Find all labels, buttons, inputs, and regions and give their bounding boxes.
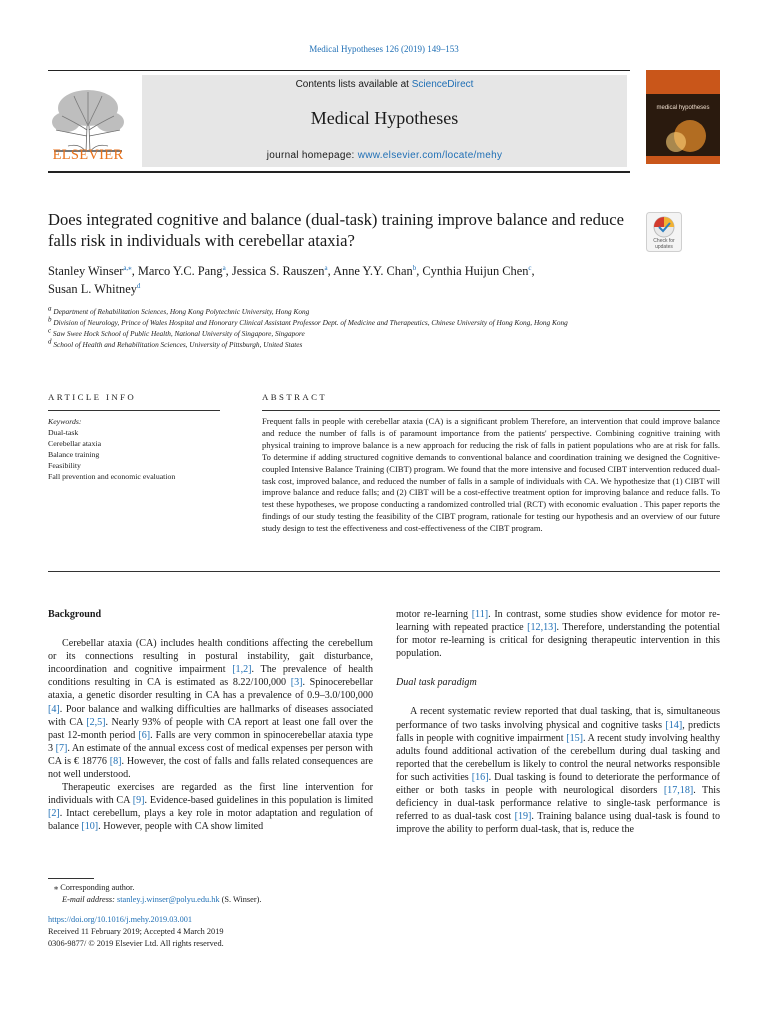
dual-task-heading: Dual task paradigm [396, 677, 477, 689]
keyword-item: Dual-task [48, 427, 79, 437]
citation-ref-link[interactable]: [11] [471, 609, 489, 620]
citation-ref-link[interactable]: [12,13] [527, 622, 557, 634]
body-text: . However, the cost of falls and falls related consequences are not well understood. [48, 755, 373, 781]
affiliation-text: School of Health and Rehabilitation Sciences, University of Pittsburgh, United States [51, 340, 303, 349]
citation-ref-link[interactable]: [16] [471, 771, 489, 783]
doi-link[interactable]: https://doi.org/10.1016/j.mehy.2019.03.001 [48, 915, 193, 924]
author-name: Cynthia Huijun Chen [422, 264, 529, 278]
affiliation-mark: a [48, 304, 52, 313]
body-text: . Falls are very common in spinocerebellar ataxia type 3 [48, 729, 373, 754]
footnote-rule [48, 878, 94, 879]
body-text: . Intact cerebellum, plays a key role in motor adaptation and regulation of balance [48, 808, 373, 833]
affiliation-mark: b [48, 315, 52, 324]
body-text: . Evidence-based guidelines in this population is limited [144, 795, 373, 807]
crossmark-line1: Check for [653, 238, 675, 244]
body-text: Therapeutic exercises are regarded as the first line intervention for individuals with CA [48, 782, 373, 807]
citation-ref-link[interactable]: [3] [290, 677, 303, 689]
author-affiliation-mark[interactable]: a,⁎ [123, 263, 132, 272]
article-info-rule [48, 410, 220, 411]
abstract-rule [262, 410, 720, 411]
body-text: . An estimate of the annual excess cost of medical expenses per person with CA is € 18776 [48, 742, 373, 767]
keywords-list [48, 428, 228, 483]
received-accepted-dates: Received 11 February 2019; Accepted 4 March 2019 [48, 927, 224, 936]
body-text: motor re-learning [396, 609, 472, 620]
crossmark-line2: updates [655, 244, 673, 250]
email-link[interactable]: stanley.j.winser@polyu.edu.hk [117, 895, 220, 904]
body-text: A recent systematic review reported that dual tasking, that is, simultaneous performance of two tasks involving physical and cognitive tasks [396, 706, 720, 731]
journal-citation[interactable]: Medical Hypotheses 126 (2019) 149–153 [309, 44, 459, 54]
author-affiliation-mark[interactable]: c [528, 263, 532, 272]
abstract-heading: ABSTRACT [262, 392, 328, 402]
affiliation-item [48, 328, 648, 339]
body-text: . Nearly 93% of people with CA report at least one fall over the past 12-month period [48, 716, 373, 741]
journal-name: Medical Hypotheses [310, 108, 459, 128]
author-affiliation-mark[interactable]: a [324, 263, 328, 272]
email-note [48, 894, 448, 906]
author-name: Stanley Winser [48, 264, 124, 278]
article-history [48, 914, 448, 950]
body-text: . Dual tasking is found to deteriorate the performance of either or both tasks in people with neurological disorders [396, 771, 721, 797]
body-paragraph [48, 637, 373, 781]
affiliation-item [48, 339, 648, 350]
cover-title: medical hypotheses [656, 105, 710, 111]
citation-ref-link[interactable]: [2,5] [86, 716, 106, 728]
email-label: E-mail address: [62, 895, 115, 904]
body-text: . A recent study involving healthy adults found additional activation of the cerebellum during dual tasking and reported that the cerebellum is likely to control the neural networks responsible for such activities [396, 732, 721, 783]
affiliation-text: Department of Rehabilitation Sciences, Hong Kong Polytechnic University, Hong Kong [51, 307, 310, 316]
body-text: . Training balance using dual-task is found to improve the ability to perform dual-task, that is, reduce the [396, 811, 720, 836]
homepage-prefix: journal homepage: [266, 150, 358, 161]
keywords-block [48, 417, 228, 482]
body-text: . The prevalence of health conditions resulting in CA is estimated as 8.22/100,000 [48, 664, 373, 689]
masthead-top-rule [48, 70, 630, 71]
keyword-item: Balance training [48, 449, 100, 459]
body-column-right [396, 608, 720, 836]
check-for-updates-badge[interactable] [646, 212, 682, 252]
author-affiliation-mark[interactable]: a [222, 263, 226, 272]
citation-ref-link[interactable]: [10] [81, 821, 99, 833]
citation-ref-link[interactable]: [17,18] [663, 785, 694, 797]
masthead-bottom-rule [48, 171, 630, 173]
body-paragraph [396, 608, 720, 660]
citation-ref-link[interactable]: [4] [48, 703, 60, 715]
author-name: Marco Y.C. Pang [137, 264, 223, 278]
journal-homepage-line [142, 150, 627, 161]
citation-ref-link[interactable]: [14] [665, 719, 683, 731]
contents-available-line [142, 79, 627, 90]
citation-ref-link[interactable]: [2] [48, 808, 60, 820]
body-text: Cerebellar ataxia (CA) includes health conditions affecting the cerebellum or its connections resulting in postural instability, gait disturbance, incoordination and cognitive impairment [48, 638, 373, 676]
body-text: . This deficiency in dual-task performance relative to single-task performance is referred to as dual-task cost [396, 785, 720, 823]
body-text: . In contrast, some studies show evidence for motor re-learning with repeated practice [396, 609, 720, 634]
citation-ref-link[interactable]: [9] [132, 795, 145, 807]
elsevier-wordmark: ELSEVIER [52, 147, 124, 163]
article-info-heading: ARTICLE INFO [48, 392, 137, 402]
citation-ref-link[interactable]: [7] [55, 742, 68, 754]
body-text: . Poor balance and walking difficulties are hallmarks of diseases associated with CA [48, 703, 373, 728]
author-affiliation-mark[interactable]: b [412, 263, 417, 272]
author-name: Anne Y.Y. Chan [333, 264, 413, 278]
body-text: . Therefore, understanding the potential for motor re-learning is critical for designing therapeutic intervention in this population. [396, 622, 720, 660]
keyword-item: Feasibility [48, 460, 81, 470]
sciencedirect-link[interactable]: ScienceDirect [411, 79, 474, 90]
author-name: Susan L. Whitney [48, 282, 137, 296]
author-separator: , [416, 264, 423, 278]
citation-ref-link[interactable]: [8] [109, 755, 122, 767]
keywords-label: Keywords: [48, 417, 82, 426]
citation-ref-link[interactable]: [6] [138, 729, 151, 741]
email-suffix: (S. Winser). [219, 895, 262, 904]
affiliation-item [48, 317, 648, 328]
footnotes [48, 882, 448, 906]
author-list [48, 262, 648, 298]
author-name: Jessica S. Rauszen [231, 264, 325, 278]
body-column-left [48, 608, 373, 834]
homepage-link[interactable]: www.elsevier.com/locate/mehy [357, 150, 503, 161]
affiliation-text: Saw Swee Hock School of Public Health, National University of Singapore, Singapore [51, 329, 305, 338]
affiliation-list [48, 306, 648, 350]
contents-prefix: Contents lists available at [295, 79, 412, 90]
affiliation-item [48, 306, 648, 317]
keyword-item: Cerebellar ataxia [48, 438, 102, 448]
abstract-bottom-rule [48, 571, 720, 572]
background-heading: Background [48, 609, 102, 620]
author-separator: , [225, 264, 232, 278]
article-title: Does integrated cognitive and balance (dual-task) training improve balance and reduce falls risk in individuals with cerebellar ataxia? [48, 210, 624, 250]
body-paragraph [396, 705, 720, 836]
crossmark-icon [646, 212, 682, 252]
keyword-item: Fall prevention and economic evaluation [48, 471, 176, 481]
journal-cover-thumbnail[interactable] [646, 70, 720, 164]
copyright-line: 0306-9877/ © 2019 Elsevier Ltd. All rights reserved. [48, 939, 224, 948]
affiliation-mark: d [48, 337, 52, 346]
citation-ref-link[interactable]: [19] [514, 811, 532, 823]
affiliation-mark: c [48, 326, 52, 335]
body-text: , predicts falls in people with cognitive impairment [396, 719, 720, 744]
body-text: . However, people with CA show limited [98, 821, 264, 833]
citation-ref-link[interactable]: [1,2] [232, 664, 252, 676]
author-affiliation-mark[interactable]: d [136, 281, 141, 290]
abstract-text: Frequent falls in people with cerebellar ataxia (CA) is a significant problem Therefore, an intervention that could improve balance and reduce the number of falls is of paramount importance from the patients' perspective. Combining cognitive training with physical training to improve balance is a new approach for reducing the risk of falls in patient populations who are at risk for falls. To determine if adding structured cognitive demands to conventional balance and coordination training we designed the Cognitive-coupled Intensive Balance Training (CIBT) program. We found that the more intensive and focused CIBT intervention reduced dual-task cost, improved balance, and reduced the number of falls in a sample of individuals with CA. We hypothesize that (1) CIBT will improve balance and reduce falls; and (2) CIBT will be a cost-effective treatment option for improving balance and reduce falls. To test these hypotheses, we propose conducting a randomized controlled trial (RCT) with economic evaluation . This paper reports the findings of our study testing the feasibility of the CIBT program, rationale for testing our hypothesis and an overview of our future study design to test the effectiveness and cost-effectiveness of the CIBT program. [262, 416, 720, 534]
affiliation-text: Division of Neurology, Prince of Wales Hospital and Honorary Clinical Assistant Professor Dept. of Medicine and Therapeutics, Chinese University of Hong Kong, Hong Kong [51, 318, 568, 327]
author-separator: , [131, 264, 138, 278]
author-separator: , [327, 264, 334, 278]
body-text: . Spinocerebellar ataxia, a genetic disorder resulting in CA has a prevalence of 0.9–3.0/100,000 [48, 677, 373, 702]
corresponding-author-note: ⁎ Corresponding author. [54, 883, 135, 892]
citation-ref-link[interactable]: [15] [566, 732, 584, 744]
author-separator: , [531, 264, 535, 278]
body-paragraph [48, 781, 373, 833]
